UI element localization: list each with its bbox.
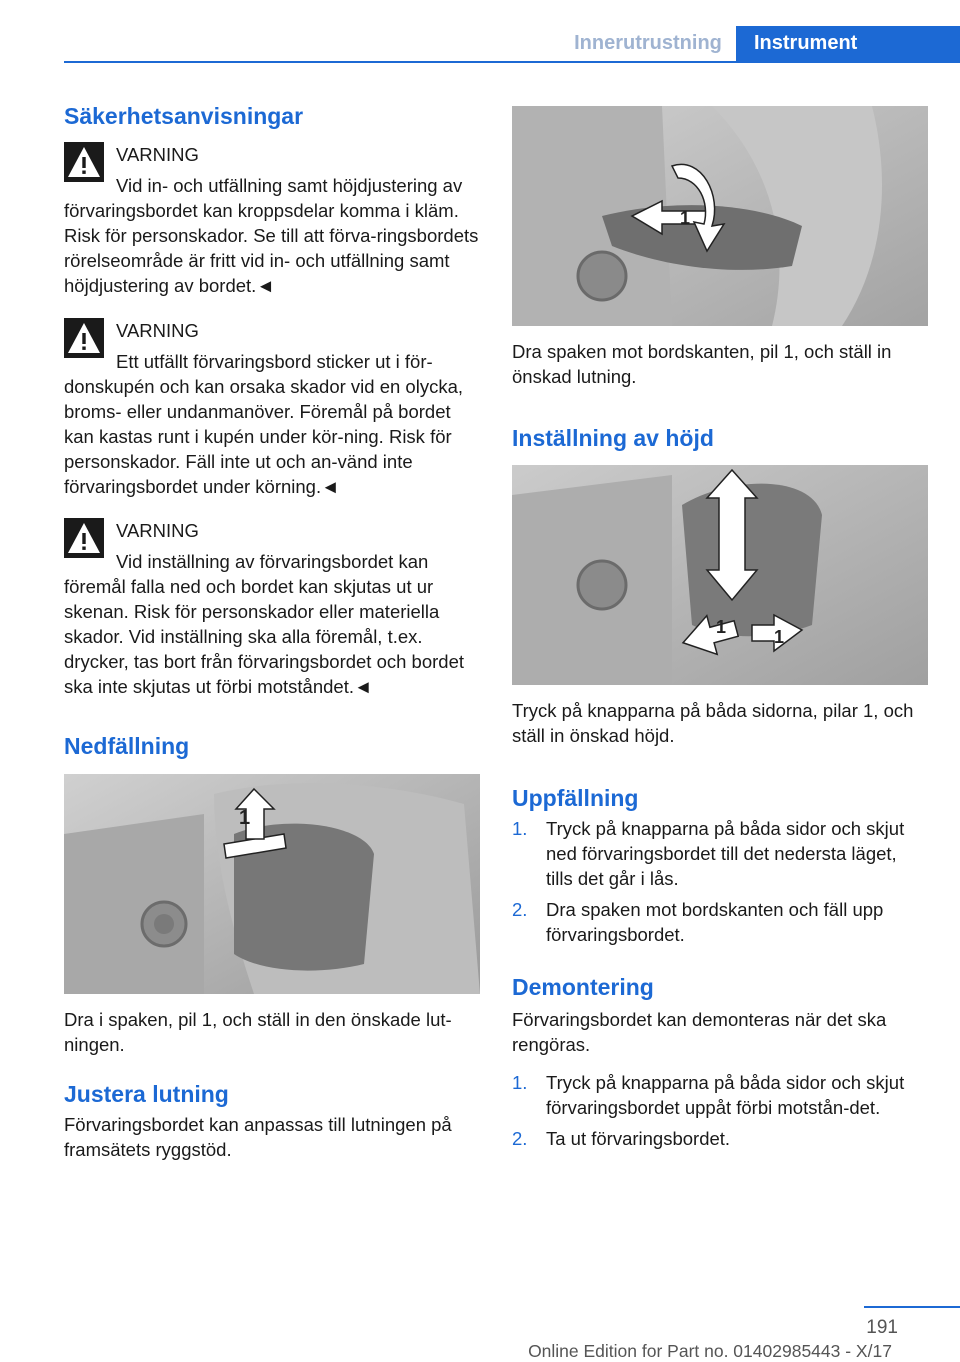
body-justera-lutning: Förvaringsbordet kan anpassas till lutningen på framsätets ryggstöd.: [64, 1114, 452, 1160]
arrow-label: 1: [716, 617, 727, 637]
illustration-hojd: [512, 465, 928, 685]
warning-text: Vid inställning av förvaringsbordet kan föremål falla ned och bordet kan skjutas ut ur skenan. Risk för personskador eller materiella skador. Vid inställning ska alla föremål, t.ex. drycker, tas bort från förvaringsbordet och bordet ska inte skjutas ut förbi motståndet.◄: [64, 551, 465, 697]
arrow-label: 1: [680, 208, 691, 228]
arrow-label: 1: [239, 807, 251, 829]
warning-text: Vid in- och utfällning samt höjdjustering av förvaringsbordet kan kroppsdelar komma i kläm. Risk för personskador. Se till att förva-ringsbordets rörelseområde är fritt vid in- och utfällning samt höjdjustering av bordet.◄: [64, 175, 479, 296]
step-text: Ta ut förvaringsbordet.: [546, 1128, 731, 1149]
step-number: 1.: [512, 818, 528, 839]
arrow-label: 1: [774, 627, 785, 647]
step-text: Tryck på knapparna på båda sidor och skjut förvaringsbordet uppåt förbi motstån-det.: [546, 1072, 905, 1118]
section-title-installning-av-hojd: Inställning av höjd: [512, 425, 714, 451]
section-title-uppfallning: Uppfällning: [512, 785, 639, 811]
footer-divider: [864, 1306, 960, 1308]
steps-uppfallning: [512, 816, 928, 953]
section-title-justera-lutning: Justera lutning: [64, 1081, 229, 1107]
header-divider: [64, 61, 960, 63]
list-item: [512, 816, 928, 891]
step-number: 2.: [512, 1128, 528, 1149]
step-number: 2.: [512, 899, 528, 920]
caption-hojd: Tryck på knapparna på båda sidorna, pilar 1, och ställ in önskad höjd.: [512, 700, 914, 746]
footer-edition: Online Edition for Part no. 01402985443 - X/17: [528, 1341, 892, 1361]
warning-title: VARNING: [116, 144, 199, 165]
caption-lutning: Dra spaken mot bordskanten, pil 1, och ställ in önskad lutning.: [512, 341, 892, 387]
illustration-nedfallning: [64, 774, 480, 994]
section-title-nedfallning: Nedfällning: [64, 733, 190, 759]
caption-nedfallning: Dra i spaken, pil 1, och ställ in den önskade lut-ningen.: [64, 1009, 452, 1055]
list-item: [512, 1126, 928, 1151]
list-item: [512, 897, 928, 947]
warning-title: VARNING: [116, 320, 199, 341]
section-title-demontering: Demontering: [512, 974, 654, 1000]
step-text: Dra spaken mot bordskanten och fäll upp förvaringsbordet.: [546, 899, 884, 945]
warning-title: VARNING: [116, 520, 199, 541]
warning-text: Ett utfällt förvaringsbord sticker ut i för-donskupén och kan orsaka skador vid en olycka, broms- eller undanmanöver. Föremål på bordet kan kastas runt i kupén under kör-ning. Risk för personskador. Fäll inte ut och an-vänd inte förvaringsbordet under körning.◄: [64, 351, 464, 497]
step-text: Tryck på knapparna på båda sidor och skjut ned förvaringsbordet till det nedersta läget, tills det går i lås.: [546, 818, 905, 889]
page-number: 191: [866, 1317, 898, 1338]
step-number: 1.: [512, 1072, 528, 1093]
illustration-lutning: [512, 106, 928, 326]
header-tab-innerutrustning[interactable]: Innerutrustning: [574, 32, 722, 54]
steps-demontering: [512, 1070, 928, 1157]
section-title-sakerhetsanvisningar: Säkerhetsanvisningar: [64, 103, 304, 129]
body-demontering: Förvaringsbordet kan demonteras när det ska rengöras.: [512, 1009, 887, 1055]
list-item: [512, 1070, 928, 1120]
header-tab-instrument[interactable]: Instrument: [736, 26, 960, 61]
